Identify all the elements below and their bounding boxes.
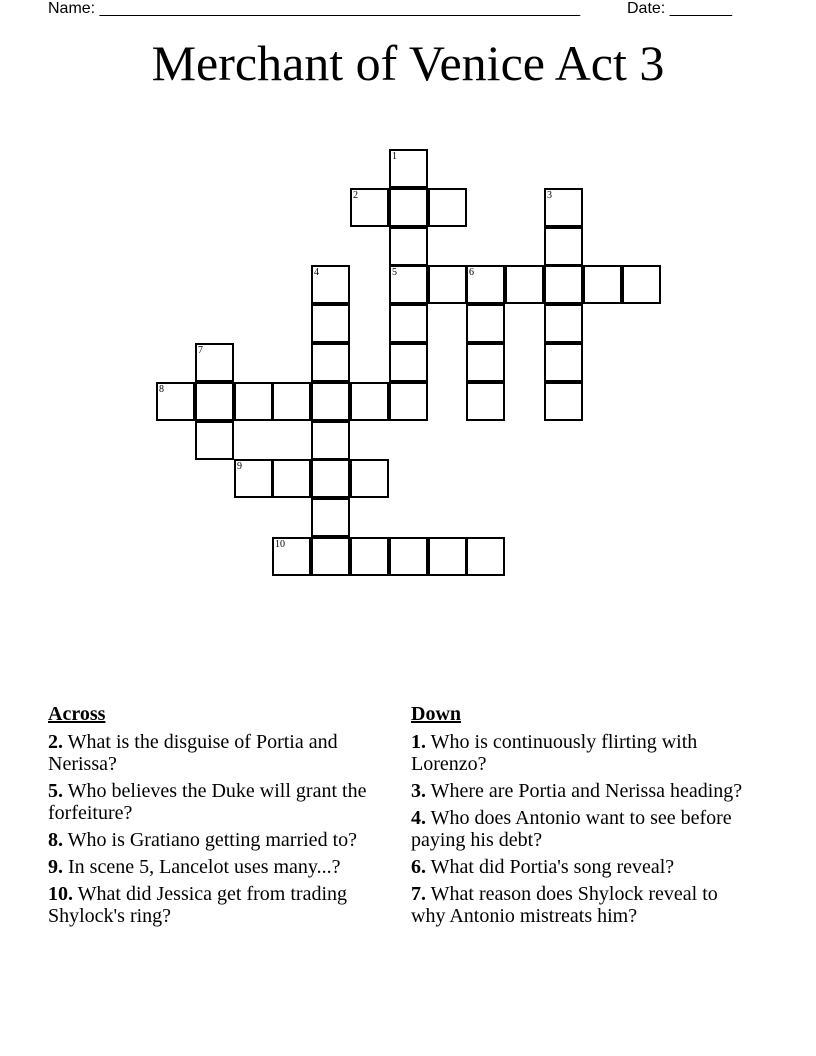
down-clue bbox=[411, 731, 751, 775]
clue-text: Who believes the Duke will grant the forfeiture? bbox=[48, 780, 367, 824]
across-clue bbox=[48, 883, 388, 927]
crossword-cell[interactable] bbox=[466, 265, 505, 304]
date-field-label: Date: _______ bbox=[627, 0, 732, 17]
crossword-cell[interactable] bbox=[311, 498, 350, 537]
crossword-cell[interactable] bbox=[389, 343, 428, 382]
clue-text: What is the disguise of Portia and Nerissa? bbox=[48, 731, 338, 775]
cell-number: 2 bbox=[353, 190, 358, 201]
crossword-cell[interactable] bbox=[195, 421, 234, 460]
cell-number: 4 bbox=[314, 267, 319, 278]
down-clues bbox=[411, 703, 751, 932]
crossword-cell[interactable] bbox=[389, 304, 428, 343]
crossword-cell[interactable] bbox=[583, 265, 622, 304]
crossword-cell[interactable] bbox=[428, 188, 467, 227]
cell-number: 7 bbox=[198, 345, 203, 356]
clue-number: 9. bbox=[48, 856, 63, 878]
down-heading: Down bbox=[411, 703, 462, 725]
crossword-cell[interactable] bbox=[234, 382, 273, 421]
clue-number: 5. bbox=[48, 780, 63, 802]
crossword-cell[interactable] bbox=[505, 265, 544, 304]
crossword-cell[interactable] bbox=[544, 227, 583, 266]
across-clue bbox=[48, 829, 388, 851]
clue-number: 1. bbox=[411, 731, 426, 753]
clue-text: Where are Portia and Nerissa heading? bbox=[430, 780, 743, 802]
crossword-cell[interactable] bbox=[389, 382, 428, 421]
crossword-cell[interactable] bbox=[156, 382, 195, 421]
crossword-cell[interactable] bbox=[272, 537, 311, 576]
cell-number: 3 bbox=[547, 190, 552, 201]
clue-text: Who does Antonio want to see before paying his debt? bbox=[411, 807, 732, 851]
crossword-cell[interactable] bbox=[428, 265, 467, 304]
crossword-cell[interactable] bbox=[311, 265, 350, 304]
crossword-cell[interactable] bbox=[350, 459, 389, 498]
clue-number: 3. bbox=[411, 780, 426, 802]
crossword-cell[interactable] bbox=[466, 343, 505, 382]
crossword-cell[interactable] bbox=[466, 382, 505, 421]
cell-number: 1 bbox=[392, 151, 397, 162]
clue-text: Who is continuously flirting with Lorenzo? bbox=[411, 731, 698, 775]
clue-number: 10. bbox=[48, 883, 73, 905]
crossword-cell[interactable] bbox=[234, 459, 273, 498]
crossword-cell[interactable] bbox=[350, 537, 389, 576]
across-heading: Across bbox=[48, 703, 106, 725]
clue-text: What did Portia's song reveal? bbox=[430, 856, 675, 878]
crossword-cell[interactable] bbox=[389, 537, 428, 576]
crossword-cell[interactable] bbox=[544, 265, 583, 304]
down-clue bbox=[411, 780, 751, 802]
down-clue bbox=[411, 883, 751, 927]
crossword-cell[interactable] bbox=[544, 188, 583, 227]
clue-number: 6. bbox=[411, 856, 426, 878]
crossword-cell[interactable] bbox=[389, 188, 428, 227]
crossword-cell[interactable] bbox=[195, 382, 234, 421]
crossword-cell[interactable] bbox=[272, 459, 311, 498]
down-clue bbox=[411, 856, 751, 878]
clue-number: 7. bbox=[411, 883, 426, 905]
crossword-cell[interactable] bbox=[272, 382, 311, 421]
crossword-cell[interactable] bbox=[622, 265, 661, 304]
clue-text: What reason does Shylock reveal to why Antonio mistreats him? bbox=[411, 883, 718, 927]
across-clue bbox=[48, 731, 388, 775]
cell-number: 6 bbox=[469, 267, 474, 278]
cell-number: 5 bbox=[392, 267, 397, 278]
crossword-cell[interactable] bbox=[389, 265, 428, 304]
cell-number: 8 bbox=[159, 384, 164, 395]
across-clue bbox=[48, 780, 388, 824]
crossword-cell[interactable] bbox=[311, 421, 350, 460]
page-title: Merchant of Venice Act 3 bbox=[151, 35, 665, 91]
crossword-cell[interactable] bbox=[311, 537, 350, 576]
crossword-cell[interactable] bbox=[311, 459, 350, 498]
clue-text: In scene 5, Lancelot uses many...? bbox=[68, 856, 341, 878]
crossword-cell[interactable] bbox=[311, 343, 350, 382]
crossword-cell[interactable] bbox=[350, 382, 389, 421]
clue-number: 4. bbox=[411, 807, 426, 829]
crossword-cell[interactable] bbox=[466, 537, 505, 576]
across-clue bbox=[48, 856, 388, 878]
name-field-label: Name: ______________________________________________________ bbox=[48, 0, 581, 17]
clue-number: 8. bbox=[48, 829, 63, 851]
crossword-cell[interactable] bbox=[311, 304, 350, 343]
clue-number: 2. bbox=[48, 731, 63, 753]
crossword-cell[interactable] bbox=[466, 304, 505, 343]
down-clue bbox=[411, 807, 751, 851]
crossword-cell[interactable] bbox=[195, 343, 234, 382]
clue-text: Who is Gratiano getting married to? bbox=[67, 829, 357, 851]
crossword-cell[interactable] bbox=[544, 304, 583, 343]
crossword-cell[interactable] bbox=[544, 382, 583, 421]
crossword-cell[interactable] bbox=[350, 188, 389, 227]
cell-number: 10 bbox=[275, 539, 285, 550]
crossword-cell[interactable] bbox=[389, 227, 428, 266]
clue-text: What did Jessica get from trading Shylock's ring? bbox=[48, 883, 348, 927]
crossword-cell[interactable] bbox=[389, 149, 428, 188]
across-clues bbox=[48, 703, 388, 932]
crossword-cell[interactable] bbox=[544, 343, 583, 382]
crossword-cell[interactable] bbox=[311, 382, 350, 421]
crossword-cell[interactable] bbox=[428, 537, 467, 576]
cell-number: 9 bbox=[237, 461, 242, 472]
